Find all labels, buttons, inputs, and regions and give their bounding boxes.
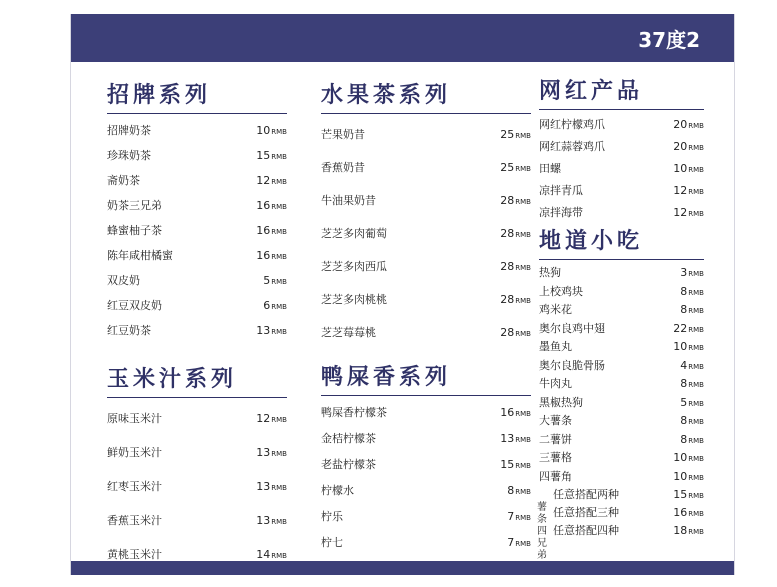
menu-item	[539, 158, 704, 180]
price-value: 15	[673, 488, 688, 501]
item-price	[673, 114, 704, 137]
item-list	[539, 114, 704, 224]
price-value: 18	[673, 524, 688, 537]
price-value: 10	[673, 469, 688, 483]
item-name: 红枣玉米汁	[107, 480, 162, 493]
menu-item	[553, 486, 704, 504]
price-value: 22	[673, 321, 688, 335]
item-price	[256, 243, 287, 270]
item-price	[256, 318, 287, 345]
menu-item	[539, 394, 704, 413]
menu-item	[321, 400, 531, 426]
item-price	[507, 478, 531, 505]
price-unit: RMB	[271, 153, 287, 161]
price-unit: RMB	[271, 178, 287, 186]
item-price	[673, 180, 704, 203]
item-name: 芝芝多肉葡萄	[321, 227, 387, 240]
price-unit: RMB	[515, 488, 531, 496]
menu-item	[539, 320, 704, 339]
section-title: 鸭屎香系列	[321, 360, 531, 396]
item-name: 黑椒热狗	[539, 395, 583, 409]
menu-item	[539, 338, 704, 357]
price-value: 6	[263, 299, 271, 312]
price-value: 13	[256, 324, 271, 337]
price-value: 28	[500, 293, 515, 306]
item-name: 芝芝莓莓桃	[321, 326, 376, 339]
item-price	[500, 283, 531, 318]
item-price	[673, 136, 704, 159]
item-name: 老盐柠檬茶	[321, 458, 376, 471]
item-name: 红豆奶茶	[107, 324, 151, 337]
menu-item	[107, 243, 287, 268]
price-value: 8	[680, 284, 688, 298]
item-name: 芝芝多肉桃桃	[321, 293, 387, 306]
price-value: 3	[680, 266, 688, 279]
price-value: 15	[500, 458, 515, 471]
item-price	[256, 470, 287, 505]
section-wanghong	[539, 74, 704, 224]
price-unit: RMB	[515, 330, 531, 338]
menu-item	[107, 143, 287, 168]
item-name: 柠檬水	[321, 484, 354, 497]
item-price	[680, 357, 704, 377]
price-value: 25	[500, 161, 515, 174]
item-name: 原味玉米汁	[107, 412, 162, 425]
item-name: 凉拌海带	[539, 206, 583, 219]
menu-item	[539, 136, 704, 158]
price-value: 14	[256, 548, 271, 561]
price-unit: RMB	[688, 381, 704, 389]
menu-item	[321, 452, 531, 478]
section-title: 水果茶系列	[321, 78, 531, 114]
combo-list	[553, 486, 704, 540]
price-value: 16	[673, 506, 688, 519]
price-unit: RMB	[688, 492, 704, 500]
price-value: 10	[673, 162, 688, 175]
item-price	[673, 486, 704, 505]
price-unit: RMB	[271, 203, 287, 211]
price-unit: RMB	[515, 297, 531, 305]
price-value: 16	[256, 249, 271, 262]
item-price	[256, 436, 287, 471]
item-price	[500, 118, 531, 153]
menu-item	[321, 118, 531, 151]
item-name: 芝芝多肉西瓜	[321, 260, 387, 273]
item-price	[673, 158, 704, 181]
price-unit: RMB	[515, 436, 531, 444]
item-name: 大薯条	[539, 414, 572, 427]
item-price	[680, 264, 704, 284]
price-unit: RMB	[688, 344, 704, 352]
item-price	[500, 400, 531, 427]
item-price	[673, 320, 704, 340]
section-didao	[537, 224, 704, 561]
price-unit: RMB	[271, 278, 287, 286]
price-unit: RMB	[688, 510, 704, 518]
item-name: 奥尔良脆骨肠	[539, 358, 605, 372]
price-value: 10	[256, 124, 271, 137]
item-price	[673, 522, 704, 541]
item-price	[256, 118, 287, 145]
menu-item	[539, 283, 704, 302]
price-unit: RMB	[688, 418, 704, 426]
brand-name: 37度2	[638, 28, 700, 52]
item-price	[256, 168, 287, 195]
item-name: 奥尔良鸡中翅	[539, 321, 605, 335]
menu-item	[539, 468, 704, 487]
item-price	[680, 431, 704, 451]
price-unit: RMB	[271, 128, 287, 136]
price-value: 13	[500, 432, 515, 445]
item-price	[507, 530, 531, 557]
footer-bar	[71, 561, 734, 575]
item-name: 香蕉奶昔	[321, 161, 365, 174]
menu-item	[539, 202, 704, 224]
item-name: 招牌奶茶	[107, 124, 151, 137]
price-unit: RMB	[515, 540, 531, 548]
price-unit: RMB	[688, 122, 704, 130]
item-name: 牛肉丸	[539, 377, 572, 390]
price-value: 8	[680, 432, 688, 446]
price-value: 16	[256, 199, 271, 212]
menu-item	[107, 268, 287, 293]
price-unit: RMB	[271, 450, 287, 458]
item-price	[500, 316, 531, 351]
price-unit: RMB	[688, 144, 704, 152]
price-value: 13	[256, 480, 271, 493]
price-value: 12	[256, 412, 271, 425]
item-price	[256, 143, 287, 170]
item-name: 三薯格	[539, 451, 572, 464]
price-value: 15	[256, 149, 271, 162]
price-value: 8	[507, 484, 515, 497]
item-list	[321, 118, 531, 349]
price-value: 16	[256, 224, 271, 237]
price-unit: RMB	[688, 473, 704, 482]
combo-block	[537, 486, 704, 561]
column-right	[537, 74, 704, 561]
item-price	[680, 301, 704, 321]
menu-item	[539, 449, 704, 468]
item-name: 斋奶茶	[107, 174, 140, 187]
item-price	[673, 504, 704, 523]
price-value: 25	[500, 128, 515, 141]
item-price	[500, 151, 531, 186]
item-name: 墨鱼丸	[539, 340, 572, 353]
item-name: 上校鸡块	[539, 284, 583, 298]
menu-item	[321, 184, 531, 217]
item-list	[539, 264, 704, 486]
item-price	[680, 283, 704, 303]
item-price	[500, 426, 531, 453]
item-name: 香蕉玉米汁	[107, 514, 162, 527]
item-name: 鲜奶玉米汁	[107, 446, 162, 459]
menu-item	[107, 293, 287, 318]
menu-item	[321, 504, 531, 530]
item-name: 田螺	[539, 162, 561, 175]
menu-item	[321, 217, 531, 250]
section-zhaopai	[107, 78, 287, 343]
price-value: 13	[256, 514, 271, 527]
price-unit: RMB	[688, 528, 704, 536]
price-unit: RMB	[688, 307, 704, 315]
section-yashi	[321, 360, 531, 556]
menu-item	[539, 431, 704, 450]
price-unit: RMB	[515, 264, 531, 272]
menu-item	[553, 504, 704, 522]
price-unit: RMB	[515, 462, 531, 470]
price-value: 28	[500, 194, 515, 207]
price-unit: RMB	[515, 410, 531, 418]
menu-item	[107, 168, 287, 193]
section-yumi	[107, 362, 287, 572]
price-unit: RMB	[688, 270, 704, 278]
price-unit: RMB	[688, 325, 704, 334]
item-name: 柠七	[321, 536, 343, 549]
item-name: 芒果奶昔	[321, 128, 365, 141]
menu-board	[70, 14, 735, 575]
menu-item	[107, 470, 287, 504]
item-price	[673, 338, 704, 358]
price-value: 8	[680, 303, 688, 316]
price-value: 20	[673, 118, 688, 131]
menu-item	[107, 218, 287, 243]
price-unit: RMB	[515, 198, 531, 206]
price-value: 28	[500, 260, 515, 273]
price-value: 16	[500, 406, 515, 419]
price-unit: RMB	[271, 253, 287, 261]
price-value: 5	[263, 274, 271, 287]
item-name: 四薯角	[539, 469, 572, 483]
menu-item	[539, 264, 704, 283]
price-value: 8	[680, 414, 688, 427]
menu-item	[321, 478, 531, 504]
price-value: 28	[500, 227, 515, 240]
item-price	[256, 504, 287, 539]
price-unit: RMB	[271, 228, 287, 236]
menu-item	[107, 318, 287, 343]
price-value: 10	[673, 340, 688, 353]
item-price	[263, 293, 287, 320]
menu-item	[107, 118, 287, 143]
menu-item	[107, 402, 287, 436]
menu-item	[539, 357, 704, 376]
header-bar	[71, 14, 734, 62]
item-name: 红豆双皮奶	[107, 299, 162, 312]
item-price	[256, 402, 287, 437]
item-name: 任意搭配三种	[553, 506, 619, 519]
menu-item	[321, 316, 531, 349]
price-unit: RMB	[271, 552, 287, 560]
price-unit: RMB	[271, 416, 287, 424]
price-unit: RMB	[688, 188, 704, 196]
item-price	[673, 449, 704, 469]
price-value: 13	[256, 446, 271, 459]
item-list	[107, 118, 287, 343]
menu-item	[539, 375, 704, 394]
section-title: 招牌系列	[107, 78, 287, 114]
price-unit: RMB	[688, 288, 704, 297]
price-value: 12	[256, 174, 271, 187]
item-price	[673, 202, 704, 225]
item-name: 黄桃玉米汁	[107, 548, 162, 561]
price-unit: RMB	[688, 210, 704, 218]
item-price	[500, 217, 531, 252]
section-title: 玉米汁系列	[107, 362, 287, 398]
item-list	[321, 400, 531, 556]
price-unit: RMB	[515, 132, 531, 140]
item-name: 网红蒜蓉鸡爪	[539, 140, 605, 153]
price-value: 5	[680, 395, 688, 409]
menu-item	[107, 504, 287, 538]
item-price	[256, 193, 287, 220]
section-shuiguo	[321, 78, 531, 349]
price-value: 10	[673, 451, 688, 464]
menu-item	[321, 283, 531, 316]
price-value: 20	[673, 140, 688, 153]
price-unit: RMB	[688, 436, 704, 445]
item-price	[263, 268, 287, 295]
menu-item	[107, 193, 287, 218]
menu-item	[321, 426, 531, 452]
price-value: 8	[680, 377, 688, 390]
price-unit: RMB	[688, 362, 704, 371]
price-unit: RMB	[271, 484, 287, 492]
price-value: 4	[680, 358, 688, 372]
item-price	[673, 468, 704, 488]
item-name: 蜂蜜柚子茶	[107, 224, 162, 237]
item-name: 双皮奶	[107, 274, 140, 287]
item-price	[680, 394, 704, 414]
item-name: 网红柠檬鸡爪	[539, 118, 605, 131]
item-name: 任意搭配两种	[553, 488, 619, 501]
column-left	[107, 78, 287, 561]
combo-label: 薯条四兄弟	[537, 502, 547, 561]
section-title: 网红产品	[539, 74, 704, 110]
item-name: 鸭屎香柠檬茶	[321, 406, 387, 419]
price-value: 28	[500, 326, 515, 339]
item-name: 珍珠奶茶	[107, 149, 151, 162]
menu-item	[553, 522, 704, 540]
price-unit: RMB	[515, 165, 531, 173]
item-price	[500, 184, 531, 219]
item-name: 金桔柠檬茶	[321, 432, 376, 445]
item-price	[256, 218, 287, 245]
price-value: 12	[673, 206, 688, 219]
column-middle	[321, 78, 531, 549]
price-unit: RMB	[688, 166, 704, 174]
item-name: 奶茶三兄弟	[107, 199, 162, 212]
menu-item	[539, 412, 704, 431]
item-name: 二薯饼	[539, 432, 572, 446]
item-name: 任意搭配四种	[553, 524, 619, 537]
item-name: 热狗	[539, 266, 561, 279]
menu-item	[539, 180, 704, 202]
item-name: 牛油果奶昔	[321, 194, 376, 207]
menu-item	[539, 114, 704, 136]
menu-item	[321, 250, 531, 283]
price-unit: RMB	[271, 303, 287, 311]
item-price	[500, 250, 531, 285]
menu-item	[321, 151, 531, 184]
item-name: 陈年咸柑橘蜜	[107, 249, 173, 262]
price-unit: RMB	[688, 399, 704, 408]
price-unit: RMB	[688, 455, 704, 463]
item-name: 凉拌青瓜	[539, 184, 583, 197]
menu-item	[321, 530, 531, 556]
item-price	[680, 412, 704, 432]
price-value: 7	[507, 536, 515, 549]
section-title: 地道小吃	[539, 224, 704, 260]
item-price	[507, 504, 531, 531]
price-unit: RMB	[271, 328, 287, 336]
item-price	[500, 452, 531, 479]
menu-item	[539, 301, 704, 320]
price-unit: RMB	[271, 518, 287, 526]
price-unit: RMB	[515, 514, 531, 522]
price-unit: RMB	[515, 231, 531, 239]
item-name: 鸡米花	[539, 303, 572, 316]
menu-item	[107, 436, 287, 470]
item-list	[107, 402, 287, 572]
price-value: 7	[507, 510, 515, 523]
price-value: 12	[673, 184, 688, 197]
item-name: 柠乐	[321, 510, 343, 523]
item-price	[680, 375, 704, 395]
